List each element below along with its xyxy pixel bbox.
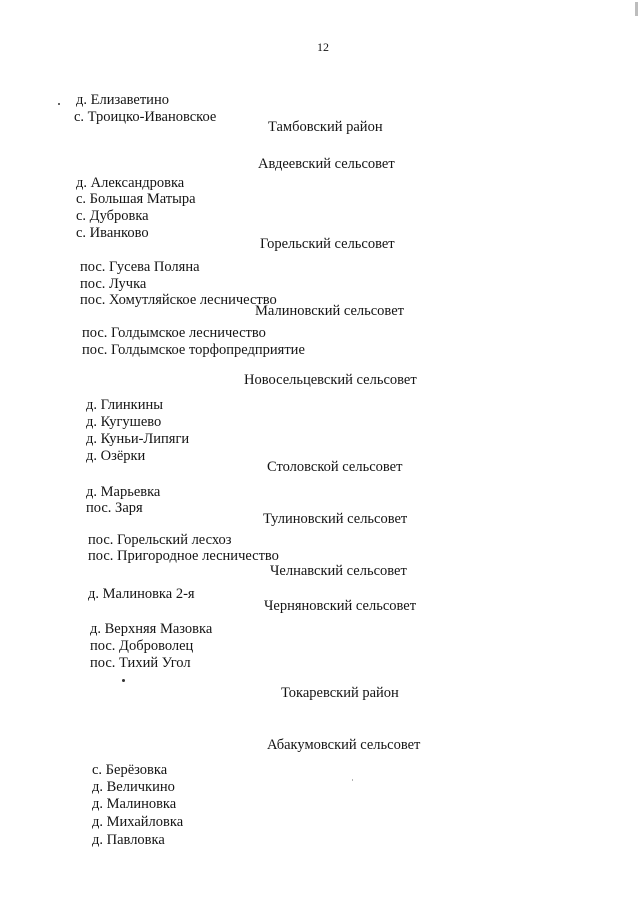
- page-number: 12: [317, 40, 329, 54]
- council-heading: Горельский сельсовет: [260, 236, 395, 252]
- scan-edge-mark: [635, 2, 638, 16]
- district-heading: Тамбовский район: [268, 119, 383, 135]
- settlement-line: д. Куньи-Липяги: [86, 431, 190, 447]
- council-heading: Авдеевский сельсовет: [258, 156, 395, 172]
- settlement-line: д. Михайловка: [92, 814, 184, 830]
- settlement-line: д. Малиновка 2-я: [88, 586, 195, 602]
- settlement-line: пос. Хомутляйское лесничество: [80, 292, 277, 308]
- settlement-line: пос. Гусева Поляна: [80, 259, 200, 275]
- settlement-line: д. Александровка: [76, 175, 185, 191]
- settlement-line: пос. Горельский лесхоз: [88, 532, 232, 548]
- settlement-line: д. Марьевка: [86, 484, 161, 500]
- scan-speck: [58, 103, 60, 105]
- settlement-line: пос. Тихий Угол: [90, 655, 191, 671]
- district-heading: Токаревский район: [281, 685, 399, 701]
- settlement-line: пос. Голдымское лесничество: [82, 325, 266, 341]
- settlement-line: пос. Доброволец: [90, 638, 194, 654]
- settlement-line: с. Берёзовка: [92, 762, 168, 778]
- settlement-line: пос. Голдымское торфопредприятие: [82, 342, 305, 358]
- settlement-line: пос. Пригородное лесничество: [88, 548, 279, 564]
- settlement-line: д. Елизаветино: [76, 92, 169, 108]
- council-heading: Столовской сельсовет: [267, 459, 403, 475]
- scan-speck: [352, 779, 353, 781]
- settlement-line: с. Иванково: [76, 225, 149, 241]
- council-heading: Тулиновский сельсовет: [263, 511, 408, 527]
- settlement-line: д. Озёрки: [86, 448, 146, 464]
- settlement-line: д. Малиновка: [92, 796, 177, 812]
- settlement-line: д. Величкино: [92, 779, 175, 795]
- council-heading: Челнавский сельсовет: [270, 563, 407, 579]
- settlement-line: д. Кугушево: [86, 414, 162, 430]
- council-heading: Черняновский сельсовет: [264, 598, 417, 614]
- settlement-line: д. Павловка: [92, 832, 165, 848]
- settlement-line: с. Дубровка: [76, 208, 149, 224]
- settlement-line: с. Троицко-Ивановское: [74, 109, 217, 125]
- council-heading: Новосельцевский сельсовет: [244, 372, 417, 388]
- scan-speck: [122, 679, 125, 682]
- settlement-line: д. Глинкины: [86, 397, 163, 413]
- settlement-line: д. Верхняя Мазовка: [90, 621, 213, 637]
- council-heading: Малиновский сельсовет: [255, 303, 404, 319]
- settlement-line: с. Большая Матыра: [76, 191, 196, 207]
- council-heading: Абакумовский сельсовет: [267, 737, 421, 753]
- settlement-line: пос. Лучка: [80, 276, 147, 292]
- settlement-line: пос. Заря: [86, 500, 143, 516]
